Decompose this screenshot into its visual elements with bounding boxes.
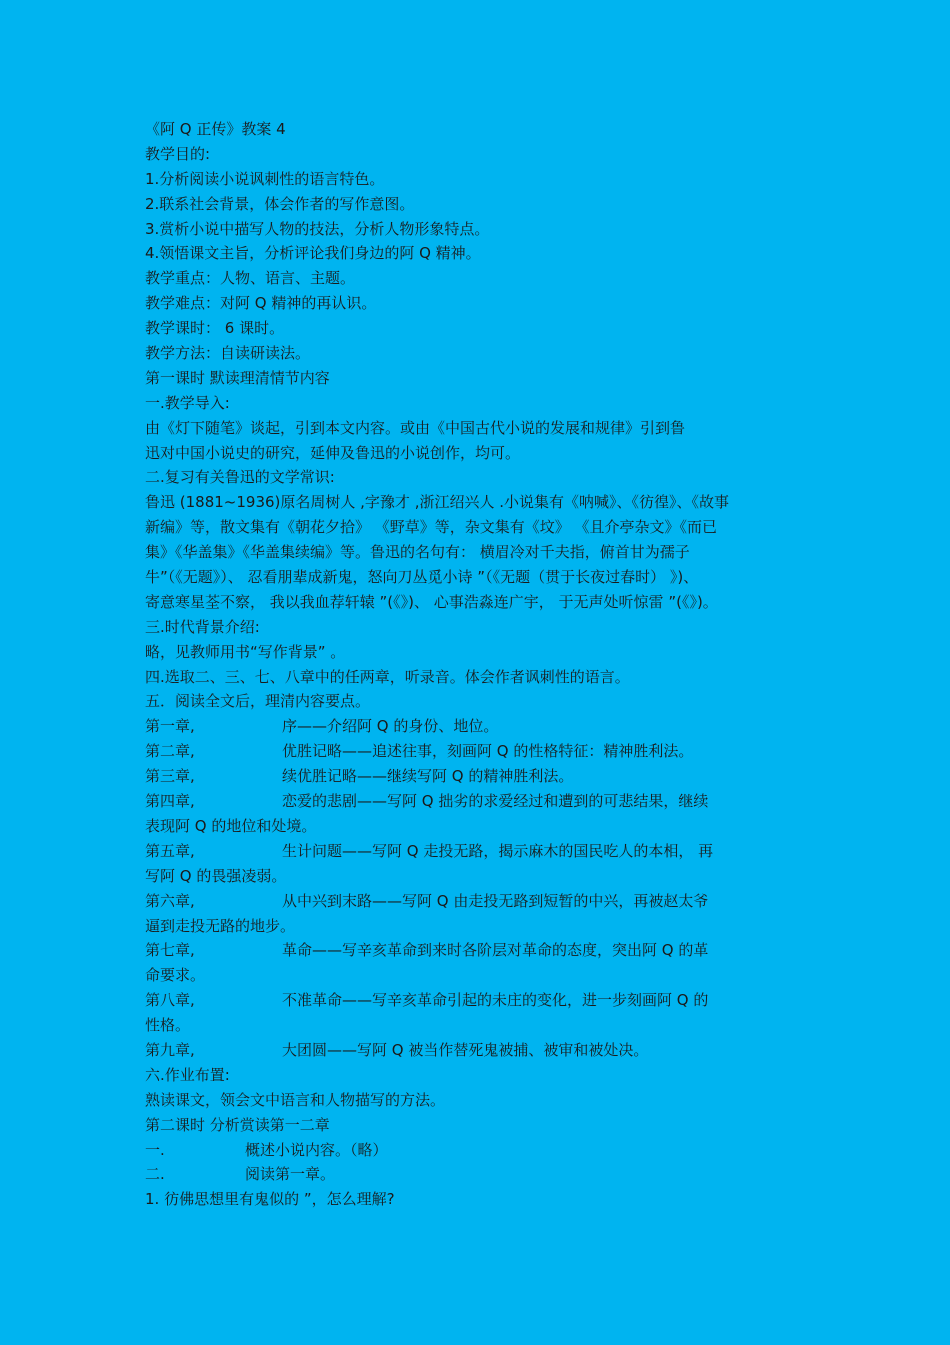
text-line: 教学目的:: [145, 144, 211, 163]
chapter-row: [145, 889, 810, 914]
text-line: 三.时代背景介绍:: [145, 617, 260, 636]
text-line: 四.选取二、三、七、八章中的任两章，听录音。体会作者讽刺性的语言。: [145, 667, 630, 686]
chapter-row: [145, 1038, 810, 1063]
text-line: 牛”（《无题》）、 忍看朋辈成新鬼，怒向刀丛觅小诗 ”（《无题（贯于长夜过春时） 》)、: [145, 568, 699, 587]
chapter-label: 第三章,: [145, 767, 195, 786]
chapter-list: [145, 714, 810, 1062]
chapter-row: [145, 714, 810, 739]
text-line: 二.复习有关鲁迅的文学常识:: [145, 468, 335, 487]
text-line: 五．阅读全文后，理清内容要点。: [145, 692, 371, 711]
text-line: 寄意寒星荃不察， 我以我血荐轩辕 ”(《》)、 心事浩淼连广宇， 于无声处听惊雷 ”(《》)。: [145, 592, 718, 611]
text-line: 1.分析阅读小说讽刺性的语言特色。: [145, 169, 385, 188]
chapter-continuation: 逼到走投无路的地步。: [145, 916, 296, 935]
text-line: 六.作业布置:: [145, 1065, 230, 1084]
text-line: 熟读课文，领会文中语言和人物描写的方法。: [145, 1090, 446, 1109]
chapter-label: 第二章,: [145, 742, 195, 761]
chapter-label: 第八章,: [145, 991, 195, 1010]
section-row: [145, 1162, 810, 1187]
section-label: 一.: [145, 1140, 165, 1159]
chapter-label: 第七章,: [145, 941, 195, 960]
chapter-row: [145, 938, 810, 963]
text-line: 略，见教师用书“写作背景” 。: [145, 642, 346, 661]
chapter-label: 第四章,: [145, 792, 195, 811]
text-line: 教学难点：对阿 Q 精神的再认识。: [145, 294, 377, 313]
text-line: 教学方法：自读研读法。: [145, 344, 311, 363]
chapter-label: 第六章,: [145, 891, 195, 910]
section-heading: 第一课时 默读理清情节内容: [145, 368, 330, 387]
chapter-summary: 革命——写辛亥革命到来时各阶层对革命的态度，突出阿 Q 的革: [282, 941, 709, 960]
text-line: 新编》等，散文集有《朝花夕拾》 《野草》等，杂文集有《坟》 《且介亭杂文》《而已: [145, 518, 718, 537]
section-text: 概述小说内容。（略）: [245, 1140, 388, 1159]
chapter-continuation: 写阿 Q 的畏强凌弱。: [145, 866, 287, 885]
chapter-label: 第一章,: [145, 717, 195, 736]
chapter-row: [145, 739, 810, 764]
chapter-summary: 大团圆——写阿 Q 被当作替死鬼被捕、被审和被处决。: [282, 1040, 649, 1059]
document-title: 《阿 Q 正传》教案 4: [145, 120, 286, 138]
document-body: [145, 117, 810, 1212]
chapter-summary: 恋爱的悲剧——写阿 Q 拙劣的求爱经过和遭到的可悲结果，继续: [282, 792, 709, 811]
chapter-continuation: 命要求。: [145, 966, 206, 985]
text-line: 一.教学导入:: [145, 393, 230, 412]
text-line: 由《灯下随笔》谈起，引到本文内容。或由《中国古代小说的发展和规律》引到鲁: [145, 418, 686, 437]
chapter-row: [145, 764, 810, 789]
section-label: 二.: [145, 1165, 165, 1184]
text-line: 迅对中国小说史的研究，延伸及鲁迅的小说创作，均可。: [145, 443, 521, 462]
text-line: 鲁迅 (1881~1936)原名周树人 ,字豫才 ,浙江绍兴人 .小说集有《呐喊》、《彷徨》、《故事: [145, 493, 729, 512]
chapter-summary: 优胜记略——追述往事，刻画阿 Q 的性格特征：精神胜利法。: [282, 742, 694, 761]
chapter-row: [145, 988, 810, 1013]
text-line: 3.赏析小说中描写人物的技法，分析人物形象特点。: [145, 219, 490, 238]
chapter-continuation: 表现阿 Q 的地位和处境。: [145, 816, 317, 835]
text-line: 教学课时： 6 课时。: [145, 319, 285, 338]
chapter-summary: 序——介绍阿 Q 的身份、地位。: [282, 717, 499, 736]
chapter-label: 第九章,: [145, 1040, 195, 1059]
question-line: 1. 彷佛思想里有鬼似的 ”，怎么理解?: [145, 1190, 395, 1209]
text-line: 集》《华盖集》《华盖集续编》等。鲁迅的名句有： 横眉冷对千夫指，俯首甘为孺子: [145, 543, 690, 562]
chapter-row: [145, 839, 810, 864]
chapter-summary: 从中兴到末路——写阿 Q 由走投无路到短暂的中兴，再被赵太爷: [282, 891, 709, 910]
chapter-continuation: 性格。: [145, 1016, 191, 1035]
text-line: 2.联系社会背景，体会作者的写作意图。: [145, 194, 415, 213]
chapter-summary: 不准革命——写辛亥革命引起的未庄的变化，进一步刻画阿 Q 的: [282, 991, 709, 1010]
chapter-row: [145, 789, 810, 814]
section-row: [145, 1138, 810, 1163]
text-line: 教学重点：人物、语言、主题。: [145, 269, 356, 288]
text-line: 4.领悟课文主旨，分析评论我们身边的阿 Q 精神。: [145, 244, 481, 263]
chapter-summary: 生计问题——写阿 Q 走投无路，揭示麻木的国民吃人的本相， 再: [282, 841, 714, 860]
chapter-summary: 续优胜记略——继续写阿 Q 的精神胜利法。: [282, 767, 574, 786]
chapter-label: 第五章,: [145, 841, 195, 860]
section-heading: 第二课时 分析赏读第一二章: [145, 1115, 330, 1134]
section-text: 阅读第一章。: [245, 1165, 336, 1184]
